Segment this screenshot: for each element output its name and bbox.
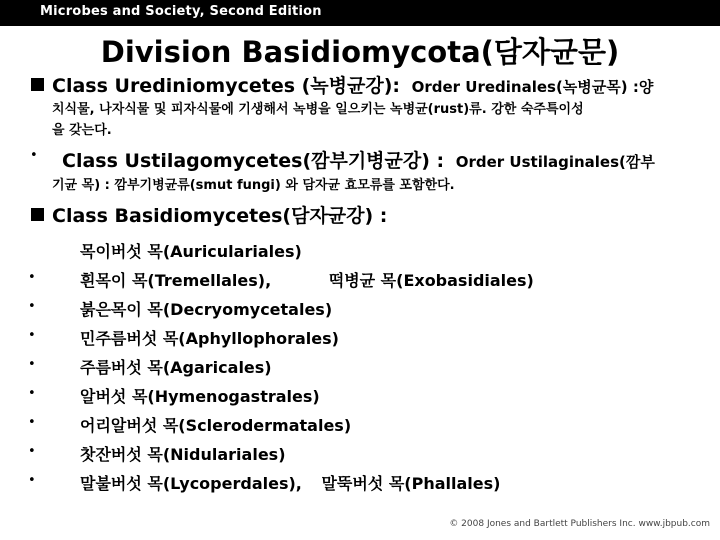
round-bullet-icon: • [30,148,38,163]
round-bullet-icon: • [28,270,36,285]
list-item [80,297,332,320]
order-name-extra: 말뚝버섯 목(Phallales) [321,474,501,493]
order-name: 찻잔버섯 목(Nidulariales) [80,445,286,464]
uredinio-order-label: Order Uredinales(녹병균목) :양 [411,78,654,96]
ustilago-order-label: Order Ustilaginales(깜부 [455,153,655,171]
round-bullet-icon: • [28,386,36,401]
order-name: 붉은목이 목(Decryomycetales) [80,300,333,319]
list-item [80,442,286,465]
round-bullet-icon: • [28,357,36,372]
order-name: 목이버섯 목(Auriculariales) [80,242,302,261]
square-bullet-icon [31,208,44,221]
round-bullet-icon: • [28,328,36,343]
list-item [80,326,339,349]
list-item [80,239,302,262]
order-name-extra: 떡병균 목(Exobasidiales) [328,271,534,290]
round-bullet-icon: • [28,473,36,488]
uredinio-heading [52,71,653,98]
round-bullet-icon: • [28,415,36,430]
list-item [80,355,272,378]
order-name: 민주름버섯 목(Aphyllophorales) [80,329,339,348]
list-item [80,384,320,407]
order-name: 알버섯 목(Hymenogastrales) [80,387,320,406]
uredinio-class-label: Class Urediniomycetes (녹병균강): [52,75,401,97]
copyright-footer: © 2008 Jones and Bartlett Publishers Inc. www.jbpub.com [449,519,710,529]
round-bullet-icon: • [28,444,36,459]
list-item [80,268,534,291]
uredinio-desc-line1: 치식물, 나자식물 및 피자식물에 기생해서 녹병을 일으키는 녹병균(rust)류. 강한 숙주특이성 [52,102,584,117]
order-name: 흰목이 목(Tremellales), [80,271,272,290]
ustilago-heading [62,146,655,173]
ustilago-class-label: Class Ustilagomycetes(깜부기병균강) : [62,150,445,172]
order-name: 어리알버섯 목(Sclerodermatales) [80,416,352,435]
book-title: Microbes and Society, Second Edition [40,4,322,19]
slide-title: Division Basidiomycota(담자균문) [100,35,620,69]
round-bullet-icon: • [28,299,36,314]
basidio-class-label: Class Basidiomycetes(담자균강) : [52,205,388,227]
order-name: 말불버섯 목(Lycoperdales), [80,474,302,493]
list-item [80,471,500,494]
ustilago-desc-line: 기균 목) : 깜부기병균류(smut fungi) 와 담자균 효모류를 포함한다. [52,178,455,193]
square-bullet-icon [31,78,44,91]
uredinio-desc-line2: 을 갖는다. [52,123,112,138]
header-bar [0,0,720,26]
order-name: 주름버섯 목(Agaricales) [80,358,272,377]
list-item [80,413,351,436]
